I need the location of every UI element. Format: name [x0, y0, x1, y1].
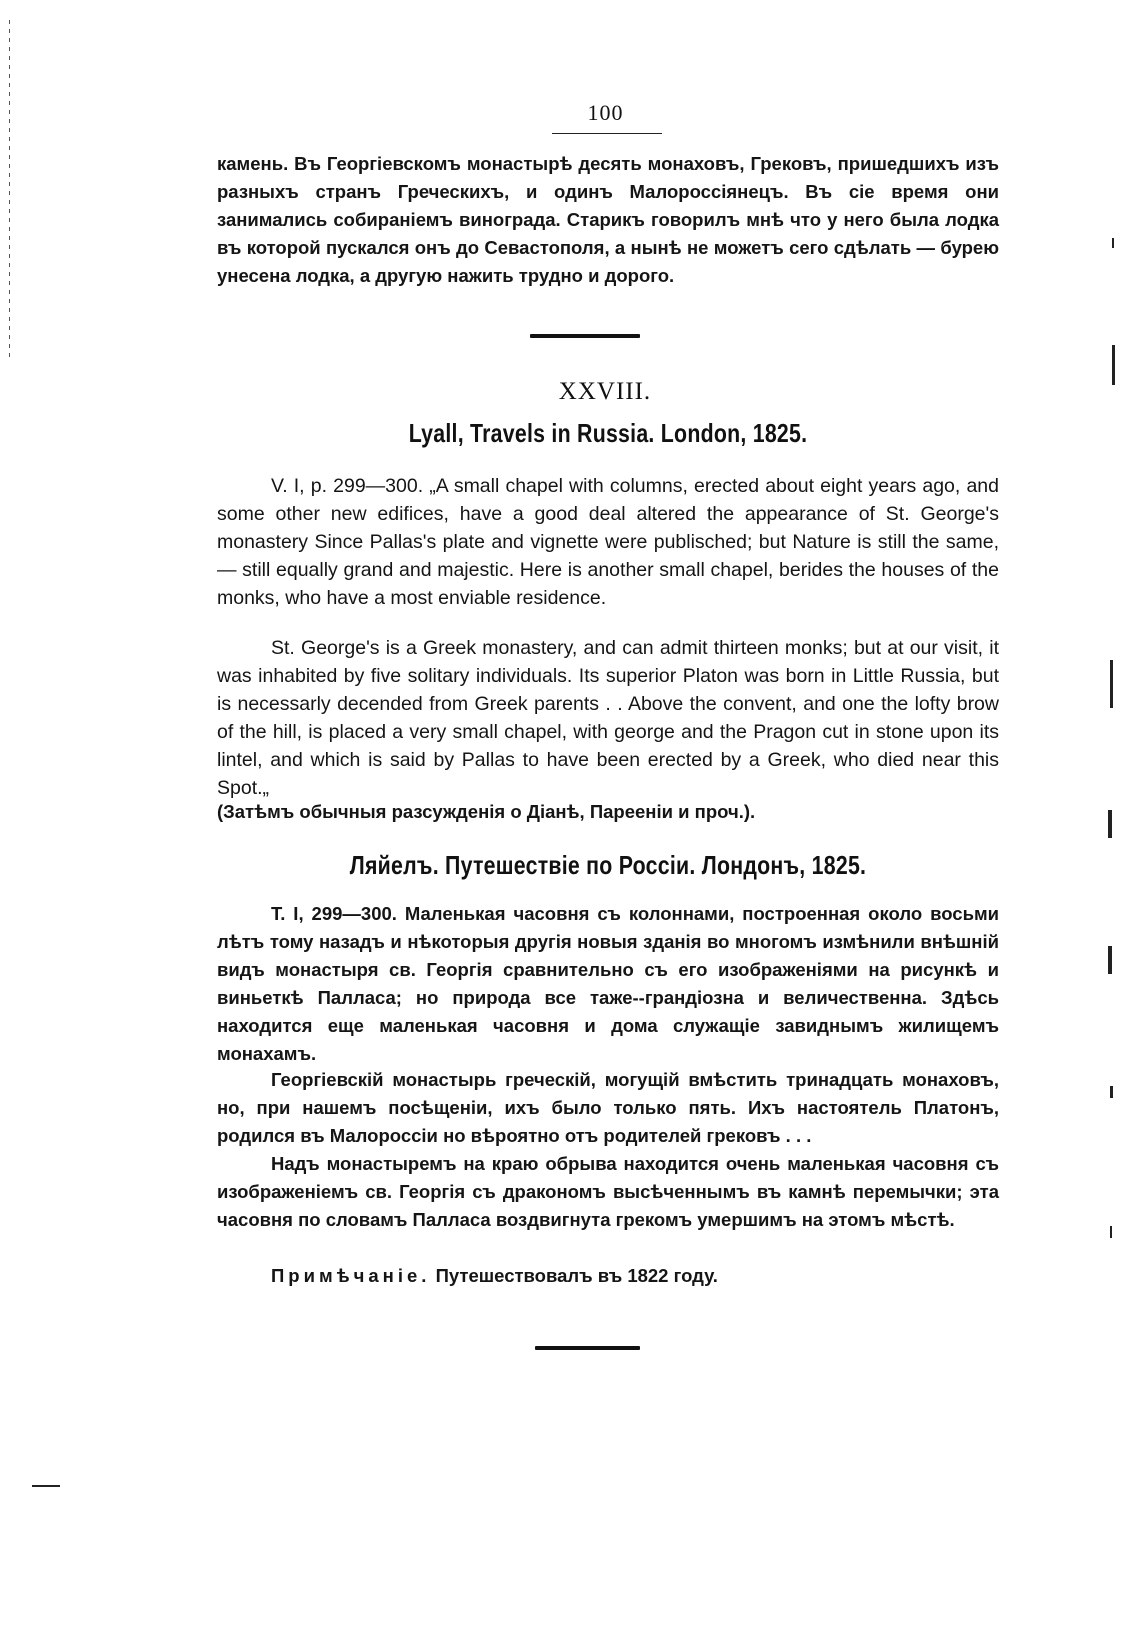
- note-text: Путешествовалъ въ 1822 году.: [430, 1265, 718, 1286]
- page-number: 100: [587, 100, 624, 125]
- section-divider-bottom: [535, 1346, 640, 1350]
- english-note-paragraph: (Затѣмъ обычныя разсужденія о Діанѣ, Пареенiи и проч.).: [217, 801, 756, 822]
- scan-margin-mark: [1112, 345, 1115, 385]
- intro-paragraph: камень. Въ Георгіевскомъ монастырѣ десять монаховъ, Грековъ, пришедшихъ изъ разныхъ странъ Греческихъ, и одинъ Малороссіянецъ. Въ сіе время они занимались собираніемъ винограда. Старикъ говорилъ мнѣ что у него была лодка въ которой пускался онъ до Севастополя, а нынѣ не можетъ сего сдѣлать — бурею унесена лодка, а другую нажить трудно и дорого.: [217, 153, 999, 286]
- section-divider-top: [530, 334, 640, 338]
- note-paragraph: [217, 1262, 999, 1290]
- note-label: Примѣчаніе.: [271, 1265, 431, 1286]
- scan-margin-mark: [1112, 238, 1114, 248]
- russian-paragraph: Надъ монастыремъ на краю обрыва находится очень маленькая часовня съ изображеніемъ св. Георгія съ дракономъ высѣченнымъ въ камнѣ перемычки; эта часовня по словамъ Палласа воздвигнута грекомъ умершимъ на этомъ мѣстѣ.: [217, 1153, 999, 1230]
- english-paragraph: St. George's is a Greek monastery, and can admit thirteen monks; but at our visit, it was inhabited by five solitary individuals. Its superior Platon was born in Little Russia, but is necessarly decended from Greek parents . . Above the convent, and one the lofty brow of the hill, is placed a very small chapel, with george and the Pragon cut in stone upon its lintel, and which is said by Pallas to have been erected by a Greek, who died near this Spot.„: [217, 637, 999, 799]
- scan-margin-mark: [1110, 660, 1113, 708]
- scan-margin-mark: [32, 1485, 60, 1487]
- section-number: XXVIII.: [558, 378, 652, 405]
- scan-margin-mark: [1110, 1226, 1112, 1238]
- english-paragraph: V. I, p. 299—300. „A small chapel with columns, erected about eight years ago, and some other new edifices, have a good deal altered the appearance of St. George's monastery Since Pallas's plate and vignette were publisched; but Nature is still the same, — still equally grand and majestic. Here is another small chapel, berides the houses of the monks, who have a most enviable residence.: [217, 475, 999, 609]
- scan-margin-mark: [1108, 946, 1112, 974]
- english-heading: Lyall, Travels in Russia. London, 1825.: [408, 418, 808, 448]
- russian-heading: Ляйелъ. Путешествіе по Россіи. Лондонъ, 1825.: [349, 850, 867, 880]
- russian-paragraph: Т. I, 299—300. Маленькая часовня съ колоннами, построенная около восьми лѣтъ тому назадъ и нѣкоторыя другія новыя зданія во многомъ измѣнили внѣшній видъ монастыря св. Георгія сравнительно съ его изображеніями на рисункѣ и виньеткѣ Палласа; но природа все таже--грандіозна и величественна. Здѣсь находится еще маленькая часовня и дома служащіе завиднымъ жилищемъ монахамъ.: [217, 903, 999, 1064]
- scan-margin-dots: [9, 20, 10, 360]
- scan-margin-mark: [1110, 1086, 1113, 1098]
- page-number-rule: [552, 133, 662, 134]
- russian-paragraph: Георгіевскій монастырь греческій, могущій вмѣстить тринадцать монаховъ, но, при нашемъ посѣщеніи, ихъ было только пять. Ихъ настоятель Платонъ, родился въ Малороссіи но вѣроятно отъ родителей грековъ . . .: [217, 1069, 999, 1146]
- scan-margin-mark: [1108, 810, 1112, 838]
